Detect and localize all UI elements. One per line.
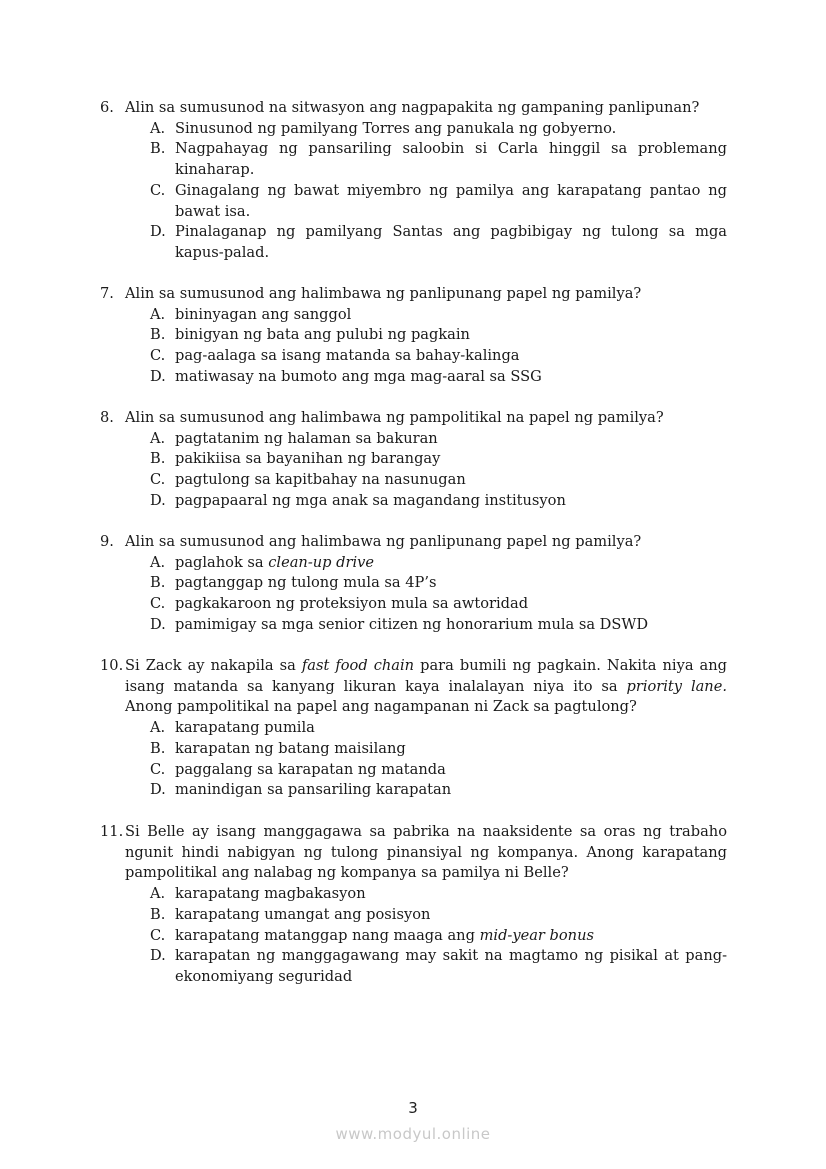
choice-b: [100, 449, 727, 470]
choice-c: [100, 760, 727, 781]
choice-letter: C.: [150, 347, 166, 365]
question-stem: [100, 98, 727, 119]
choice-d: [100, 491, 727, 512]
question-stem: [100, 822, 727, 884]
choice-letter: C.: [150, 926, 166, 944]
choice-text: karapatang matanggap nang maaga ang: [175, 926, 480, 944]
choice-b: [100, 325, 727, 346]
choice-text: karapatang magbakasyon: [175, 885, 366, 903]
choice-b: [100, 573, 727, 594]
choice-text: pamimigay sa mga senior citizen ng honorarium mula sa DSWD: [175, 615, 649, 633]
choice-text: binigyan ng bata ang pulubi ng pagkain: [175, 326, 470, 344]
question-stem: [100, 532, 727, 553]
choices-list: [100, 305, 727, 388]
page-number: 3: [408, 1099, 418, 1117]
choice-text: pagtanggap ng tulong mula sa 4P’s: [175, 574, 437, 592]
choice-text: pagtulong sa kapitbahay na nasunugan: [175, 471, 466, 489]
choice-c: [100, 594, 727, 615]
choice-text: Ginagalang ng bawat miyembro ng pamilya ang karapatang pantao ng bawat isa.: [175, 181, 727, 220]
watermark: www.modyul.online: [335, 1125, 491, 1143]
choice-text: paggalang sa karapatan ng matanda: [175, 760, 446, 778]
choice-c: [100, 181, 727, 222]
choice-b: [100, 905, 727, 926]
question-8: [100, 408, 727, 512]
choices-list: [100, 553, 727, 636]
choice-a: [100, 305, 727, 326]
choice-letter: D.: [150, 781, 166, 799]
choice-letter: B.: [150, 140, 166, 158]
choices-list: [100, 718, 727, 801]
choice-text: matiwasay na bumoto ang mga mag-aaral sa SSG: [175, 367, 542, 385]
choice-letter: C.: [150, 595, 166, 613]
choice-letter: B.: [150, 450, 166, 468]
choice-a: [100, 429, 727, 450]
question-number: 11.: [100, 823, 124, 840]
choice-d: [100, 615, 727, 636]
choice-c: [100, 346, 727, 367]
choice-letter: B.: [150, 905, 166, 923]
question-text: Si Belle ay isang manggagawa sa pabrika na naaksidente sa oras ng trabaho ngunit hindi nabigyan ng tulong pinansiyal ng kompanya. Anong karapatang pampolitikal ang nalabag ng kompanya sa pamilya ni Belle?: [125, 823, 727, 882]
question-stem: [100, 284, 727, 305]
choice-text: karapatan ng batang maisilang: [175, 739, 406, 757]
choice-text: Sinusunod ng pamilyang Torres ang panukala ng gobyerno.: [175, 119, 617, 137]
question-9: [100, 532, 727, 636]
question-text: Si Zack ay nakapila sa: [125, 657, 302, 674]
choice-letter: A.: [150, 553, 166, 571]
choice-letter: A.: [150, 885, 166, 903]
choice-a: [100, 119, 727, 140]
question-text: Alin sa sumusunod ang halimbawa ng panlipunang papel ng pamilya?: [125, 533, 642, 550]
question-text: para bumili ng pagkain. Nakita niya ang isang matanda sa kanyang likuran kaya inalalayan niya ito sa: [125, 657, 727, 695]
choice-d: [100, 780, 727, 801]
question-6: [100, 98, 727, 264]
choice-text: pag-aalaga sa isang matanda sa bahay-kalinga: [175, 347, 520, 365]
choice-italic-term: mid-year bonus: [479, 926, 594, 944]
choice-text: Nagpahayag ng pansariling saloobin si Carla hinggil sa problemang kinaharap.: [175, 140, 727, 179]
choice-letter: D.: [150, 615, 166, 633]
choice-italic-term: clean-up drive: [268, 553, 375, 571]
choice-b: [100, 739, 727, 760]
choice-letter: A.: [150, 719, 166, 737]
choice-a: [100, 884, 727, 905]
choice-text: karapatan ng manggagawang may sakit na magtamo ng pisikal at pang-ekonomiyang seguridad: [175, 947, 727, 985]
choice-letter: D.: [150, 947, 166, 965]
question-11: [100, 822, 727, 988]
choice-letter: C.: [150, 181, 166, 199]
choice-letter: D.: [150, 367, 166, 385]
choice-d: [100, 367, 727, 388]
question-number: 8.: [100, 409, 114, 426]
choices-list: [100, 884, 727, 988]
question-10: [100, 656, 727, 801]
choice-letter: A.: [150, 119, 166, 137]
choice-letter: A.: [150, 429, 166, 447]
choice-letter: D.: [150, 223, 166, 241]
choice-letter: B.: [150, 739, 166, 757]
question-7: [100, 284, 727, 388]
choice-text: karapatang pumila: [175, 719, 315, 737]
question-stem: [100, 408, 727, 429]
choice-letter: B.: [150, 574, 166, 592]
question-number: 9.: [100, 533, 114, 550]
choice-text: pagpapaaral ng mga anak sa magandang institusyon: [175, 491, 566, 509]
choice-a: [100, 553, 727, 574]
choice-text: pakikiisa sa bayanihan ng barangay: [175, 450, 441, 468]
choice-letter: B.: [150, 326, 166, 344]
question-italic-term: priority lane.: [626, 677, 727, 695]
choice-text: manindigan sa pansariling karapatan: [175, 781, 452, 799]
choice-b: [100, 139, 727, 180]
choice-letter: D.: [150, 491, 166, 509]
question-stem: [100, 656, 727, 718]
choices-list: [100, 119, 727, 264]
choice-text: bininyagan ang sanggol: [175, 305, 352, 323]
choice-text: pagkakaroon ng proteksiyon mula sa awtoridad: [175, 595, 529, 613]
choice-text: Pinalaganap ng pamilyang Santas ang pagbibigay ng tulong sa mga kapus-palad.: [175, 223, 727, 261]
question-text: Alin sa sumusunod ang halimbawa ng panlipunang papel ng pamilya?: [125, 285, 642, 302]
choice-d: [100, 222, 727, 263]
choices-list: [100, 429, 727, 512]
question-text: Anong pampolitikal na papel ang nagampanan ni Zack sa pagtulong?: [125, 698, 637, 716]
choice-letter: C.: [150, 471, 166, 489]
choice-text: karapatang umangat ang posisyon: [175, 905, 431, 923]
question-text: Alin sa sumusunod na sitwasyon ang nagpapakita ng gampaning panlipunan?: [125, 99, 700, 116]
choice-text: pagtatanim ng halaman sa bakuran: [175, 429, 438, 447]
choice-c: [100, 926, 727, 947]
choice-letter: C.: [150, 760, 166, 778]
choice-c: [100, 470, 727, 491]
choice-text: paglahok sa: [175, 553, 269, 571]
question-italic-term: fast food chain: [301, 657, 415, 674]
question-text: Alin sa sumusunod ang halimbawa ng pampolitikal na papel ng pamilya?: [125, 409, 664, 426]
choice-letter: A.: [150, 305, 166, 323]
choice-d: [100, 946, 727, 987]
choice-a: [100, 718, 727, 739]
question-number: 10.: [100, 657, 124, 674]
question-number: 7.: [100, 285, 114, 302]
question-number: 6.: [100, 99, 114, 116]
